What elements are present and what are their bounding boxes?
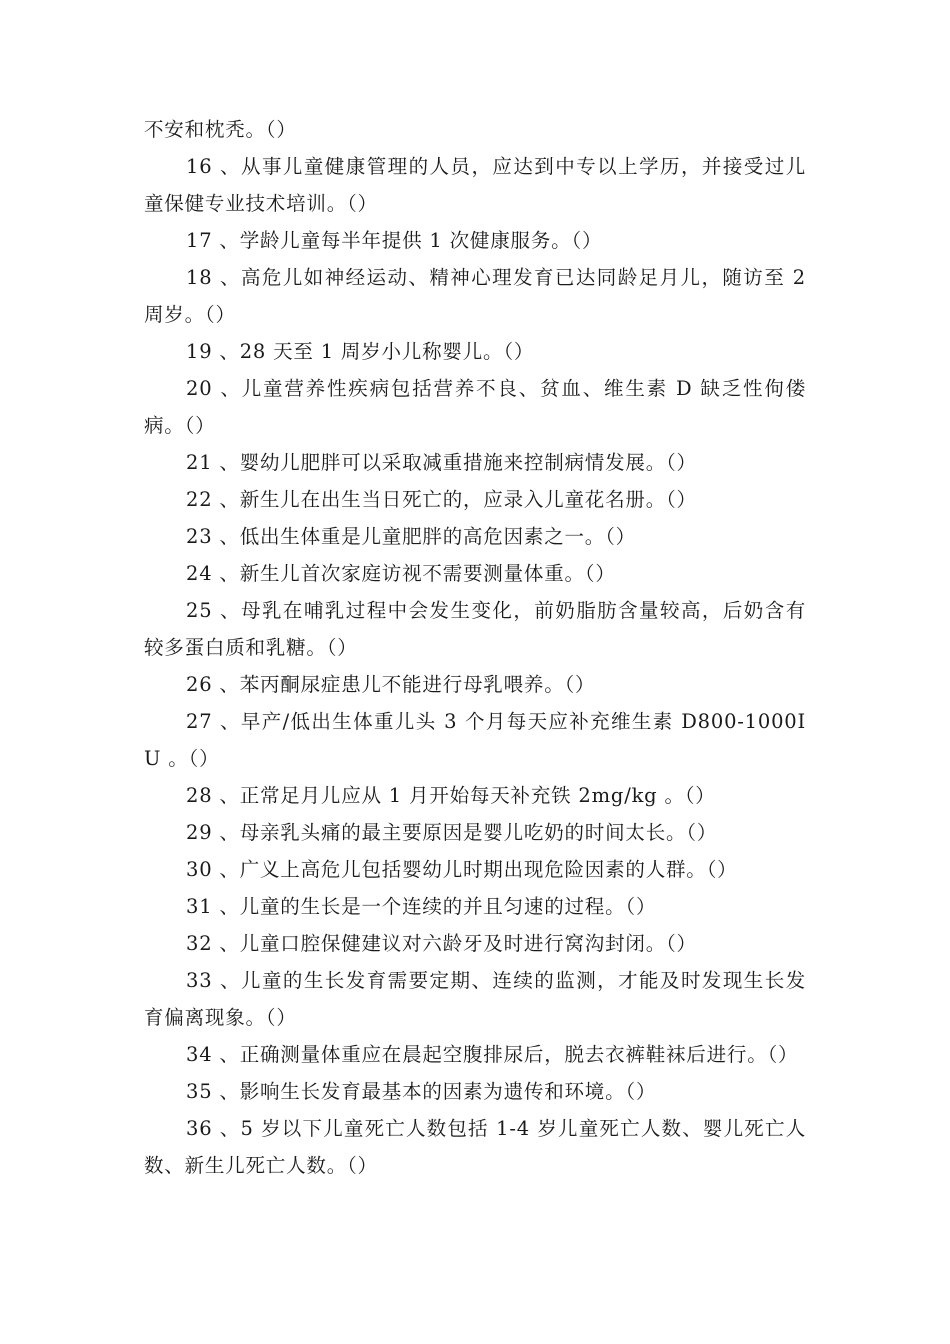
question-25: 25 、母乳在哺乳过程中会发生变化，前奶脂肪含量较高，后奶含有较多蛋白质和乳糖。（） (144, 599, 806, 659)
question-28: 28 、正常足月儿应从 1 月开始每天补充铁 2mg/kg 。（） (186, 784, 716, 807)
question-18: 18 、高危儿如神经运动、精神心理发育已达同龄足月儿，随访至 2 周岁。（） (144, 266, 806, 326)
question-36: 36 、5 岁以下儿童死亡人数包括 1-4 岁儿童死亡人数、婴儿死亡人数、新生儿死亡人数。（） (144, 1117, 806, 1177)
question-26: 26 、苯丙酮尿症患儿不能进行母乳喂养。（） (186, 673, 596, 696)
paragraph-continuation: 不安和枕秃。（） (144, 118, 297, 141)
question-22: 22 、新生儿在出生当日死亡的，应录入儿童花名册。（） (186, 488, 697, 511)
question-34: 34 、正确测量体重应在晨起空腹排尿后，脱去衣裤鞋袜后进行。（） (186, 1043, 799, 1066)
document-body (144, 111, 806, 1184)
question-24: 24 、新生儿首次家庭访视不需要测量体重。（） (186, 562, 616, 585)
question-21: 21 、婴幼儿肥胖可以采取减重措施来控制病情发展。（） (186, 451, 697, 474)
question-19: 19 、28 天至 1 周岁小儿称婴儿。（） (186, 340, 535, 363)
question-33: 33 、儿童的生长发育需要定期、连续的监测，才能及时发现生长发育偏离现象。（） (144, 969, 806, 1029)
question-29: 29 、母亲乳头痛的最主要原因是婴儿吃奶的时间太长。（） (186, 821, 718, 844)
question-30: 30 、广义上高危儿包括婴幼儿时期出现危险因素的人群。（） (186, 858, 738, 881)
question-16: 16 、从事儿童健康管理的人员，应达到中专以上学历，并接受过儿童保健专业技术培训。（） (144, 155, 806, 215)
question-35: 35 、影响生长发育最基本的因素为遗传和环境。（） (186, 1080, 657, 1103)
question-17: 17 、学龄儿童每半年提供 1 次健康服务。（） (186, 229, 603, 252)
question-23: 23 、低出生体重是儿童肥胖的高危因素之一。（） (186, 525, 636, 548)
question-20: 20 、儿童营养性疾病包括营养不良、贫血、维生素 D 缺乏性佝偻病。（） (144, 377, 806, 437)
question-31: 31 、儿童的生长是一个连续的并且匀速的过程。（） (186, 895, 657, 918)
question-32: 32 、儿童口腔保健建议对六龄牙及时进行窝沟封闭。（） (186, 932, 697, 955)
question-27: 27 、早产/低出生体重儿头 3 个月每天应补充维生素 D800-1000IU 。（） (144, 710, 806, 770)
